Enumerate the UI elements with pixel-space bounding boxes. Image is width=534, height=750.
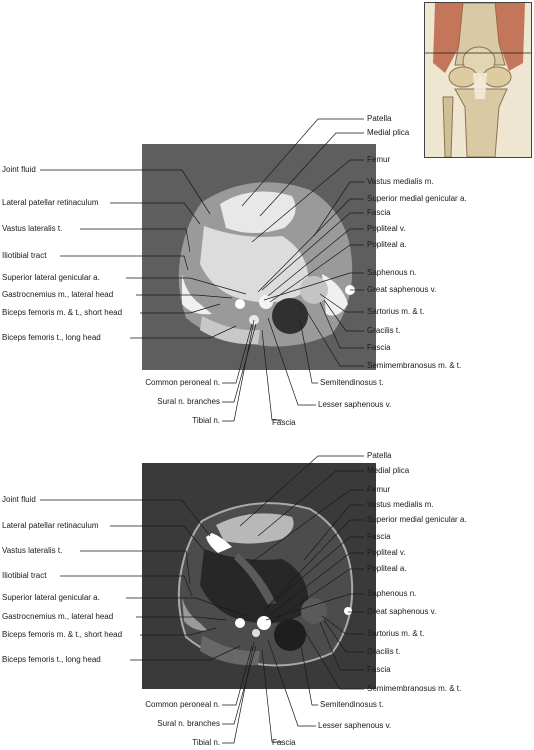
label-biceps-femoris-short-head: Biceps femoris m. & t., short head [2, 308, 123, 317]
label-biceps-femoris-long-head: Biceps femoris t., long head [2, 655, 101, 664]
label-semitendinosus-t: Semitendinosus t. [320, 378, 384, 387]
label-superior-medial-genicular-a: Superior medial genicular a. [367, 194, 467, 203]
label-fascia-upper: Fascia [367, 208, 391, 217]
label-biceps-femoris-short-head: Biceps femoris m. & t., short head [2, 630, 123, 639]
label-sural-n-branches: Sural n. branches [157, 719, 220, 728]
label-vastus-lateralis-t: Vastus lateralis t. [2, 546, 63, 555]
label-superior-medial-genicular-a: Superior medial genicular a. [367, 515, 467, 524]
label-saphenous-n: Saphenous n. [367, 268, 417, 277]
label-popliteal-a: Popliteal a. [367, 564, 407, 573]
label-vastus-medialis-m: Vastus medialis m. [367, 177, 434, 186]
label-saphenous-n: Saphenous n. [367, 589, 417, 598]
label-popliteal-v: Popliteal v. [367, 224, 406, 233]
label-superior-lateral-genicular-a: Superior lateral genicular a. [2, 273, 100, 282]
label-sural-n-branches: Sural n. branches [157, 397, 220, 406]
label-semimembranosus-m-t: Semimembranosus m. & t. [367, 361, 462, 370]
label-vastus-medialis-m: Vastus medialis m. [367, 500, 434, 509]
label-great-saphenous-v: Great saphenous v. [367, 607, 437, 616]
label-iliotibial-tract: Iliotibial tract [2, 571, 47, 580]
label-joint-fluid: Joint fluid [2, 495, 36, 504]
label-sartorius-m-t: Sartorius m. & t. [367, 307, 425, 316]
label-lesser-saphenous-v: Lesser saphenous v. [318, 400, 392, 409]
label-vastus-lateralis-t: Vastus lateralis t. [2, 224, 63, 233]
label-fascia-lower: Fascia [367, 665, 391, 674]
label-fascia-bottom: Fascia [272, 738, 296, 747]
label-femur: Femur [367, 155, 391, 164]
label-popliteal-a: Popliteal a. [367, 240, 407, 249]
label-lateral-patellar-retinaculum: Lateral patellar retinaculum [2, 198, 99, 207]
label-femur: Femur [367, 485, 391, 494]
label-gastrocnemius-lateral-head: Gastrocnemius m., lateral head [2, 290, 114, 299]
label-great-saphenous-v: Great saphenous v. [367, 285, 437, 294]
label-tibial-n: Tibial n. [192, 416, 220, 425]
label-gracilis-t: Gracilis t. [367, 326, 401, 335]
label-sartorius-m-t: Sartorius m. & t. [367, 629, 425, 638]
label-tibial-n: Tibial n. [192, 738, 220, 747]
label-gracilis-t: Gracilis t. [367, 647, 401, 656]
label-patella: Patella [367, 451, 392, 460]
label-joint-fluid: Joint fluid [2, 165, 36, 174]
label-superior-lateral-genicular-a: Superior lateral genicular a. [2, 593, 100, 602]
label-biceps-femoris-long-head: Biceps femoris t., long head [2, 333, 101, 342]
label-iliotibial-tract: Iliotibial tract [2, 251, 47, 260]
label-common-peroneal-n: Common peroneal n. [145, 378, 220, 387]
label-semimembranosus-m-t: Semimembranosus m. & t. [367, 684, 462, 693]
label-common-peroneal-n: Common peroneal n. [145, 700, 220, 709]
label-popliteal-v: Popliteal v. [367, 548, 406, 557]
label-medial-plica: Medial plica [367, 466, 410, 475]
label-fascia-upper: Fascia [367, 532, 391, 541]
label-medial-plica: Medial plica [367, 128, 410, 137]
label-lateral-patellar-retinaculum: Lateral patellar retinaculum [2, 521, 99, 530]
label-fascia-lower: Fascia [367, 343, 391, 352]
label-fascia-bottom: Fascia [272, 418, 296, 427]
label-patella: Patella [367, 114, 392, 123]
label-gastrocnemius-lateral-head: Gastrocnemius m., lateral head [2, 612, 114, 621]
label-semitendinosus-t: Semitendinosus t. [320, 700, 384, 709]
label-lesser-saphenous-v: Lesser saphenous v. [318, 721, 392, 730]
